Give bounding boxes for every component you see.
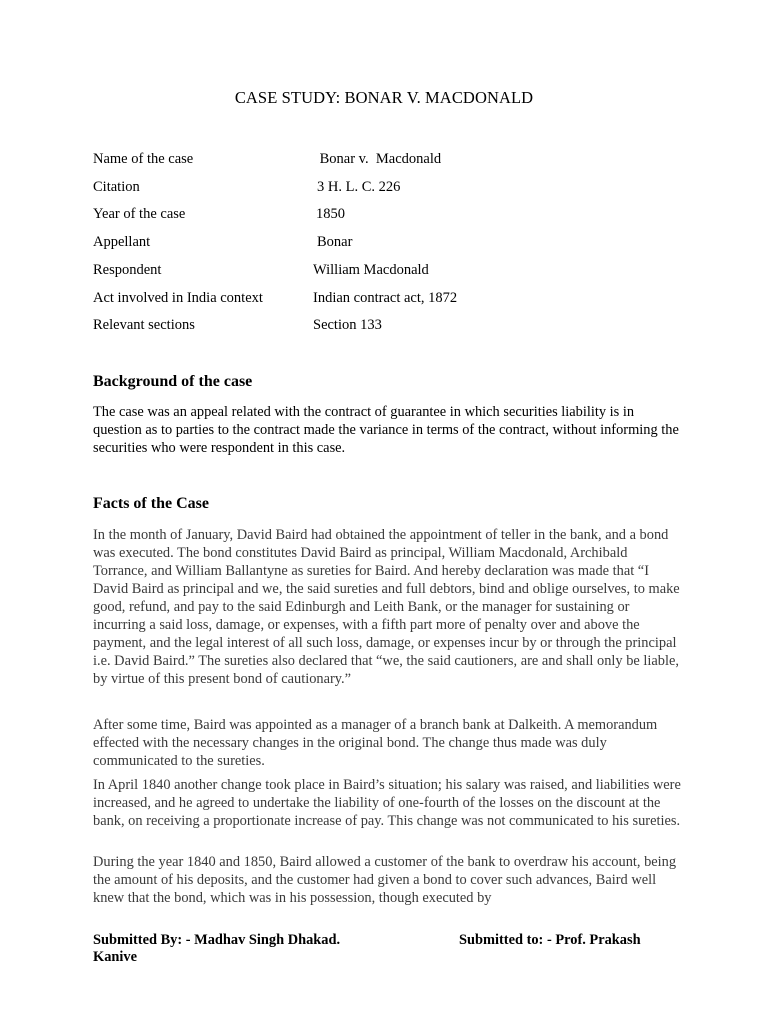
case-info-value: Bonar v. Macdonald [316,151,442,167]
background-paragraph: The case was an appeal related with the contract of guarantee in which securities liability is in question as to parties to the contract made the variance in terms of the contract, without informing the securities who were respondent in this case. [93,404,679,456]
case-info-row-name [93,149,442,169]
case-info-label: Relevant sections [93,317,195,333]
facts-paragraph-2: After some time, Baird was appointed as a manager of a branch bank at Dalkeith. A memorandum effected with the necessary changes in the original bond. The change thus made was duly communicated to the sureties. [93,717,658,769]
case-info-value: Bonar [317,234,353,250]
case-info-value: 1850 [316,206,345,222]
case-info-row-citation [93,177,401,197]
case-info-row-year [93,204,345,224]
background-heading: Background of the case [93,373,253,390]
case-info-label: Year of the case [93,206,186,222]
case-info-label: Name of the case [93,151,194,167]
case-info-label: Citation [93,179,140,195]
case-info-row-act [93,288,458,308]
case-info-row-appellant [93,232,353,252]
document-title: CASE STUDY: BONAR V. MACDONALD [234,88,534,107]
case-info-row-sections [93,315,382,335]
submitted-by: Submitted By: - Madhav Singh Dhakad. [93,932,341,948]
facts-paragraph-1: In the month of January, David Baird had obtained the appointment of teller in the bank, and a bond was executed. The bond constitutes David Baird as principal, William Macdonald, Archibald Torrance, and William Ballantyne as sureties for Baird. And hereby declaration was made that “I David Baird as principal and we, the said sureties and full debtors, bind and oblige ourselves, to make good, refund, and pay to the said Edinburgh and Leith Bank, or the manager for sustaining or incurring a said loss, damage, or expenses, with a fifth part more of penalty over and above the payment, and the legal interest of all such loss, damage, or expenses incur by or through the principal i.e. David Baird.” The sureties also declared that “we, the said cautioners, are and shall only be liable, by virtue of this present bond of cautionary.” [93,527,680,687]
case-info-value: Indian contract act, 1872 [313,290,458,306]
submitted-to: Submitted to: - Prof. Prakash [459,932,641,948]
case-info-row-respondent [93,260,429,280]
case-info-label: Respondent [93,262,162,278]
case-info-value: 3 H. L. C. 226 [317,179,401,195]
case-info-label: Act involved in India context [93,290,263,306]
facts-heading: Facts of the Case [93,495,209,512]
submitted-by-continued: Kanive [93,949,137,965]
case-info-label: Appellant [93,234,151,250]
facts-paragraph-3: In April 1840 another change took place in Baird’s situation; his salary was raised, and liabilities were increased, and he agreed to undertake the liability of one-fourth of the losses on the discount at the bank, on receiving a proportionate increase of pay. This change was not communicated to his sureties. [93,777,681,829]
facts-paragraph-4: During the year 1840 and 1850, Baird allowed a customer of the bank to overdraw his account, being the amount of his deposits, and the customer had given a bond to cover such advances, Baird well knew that the bond, which was in his possession, though executed by [93,854,677,906]
case-info-value: Section 133 [313,317,382,333]
case-info-value: William Macdonald [313,262,429,278]
